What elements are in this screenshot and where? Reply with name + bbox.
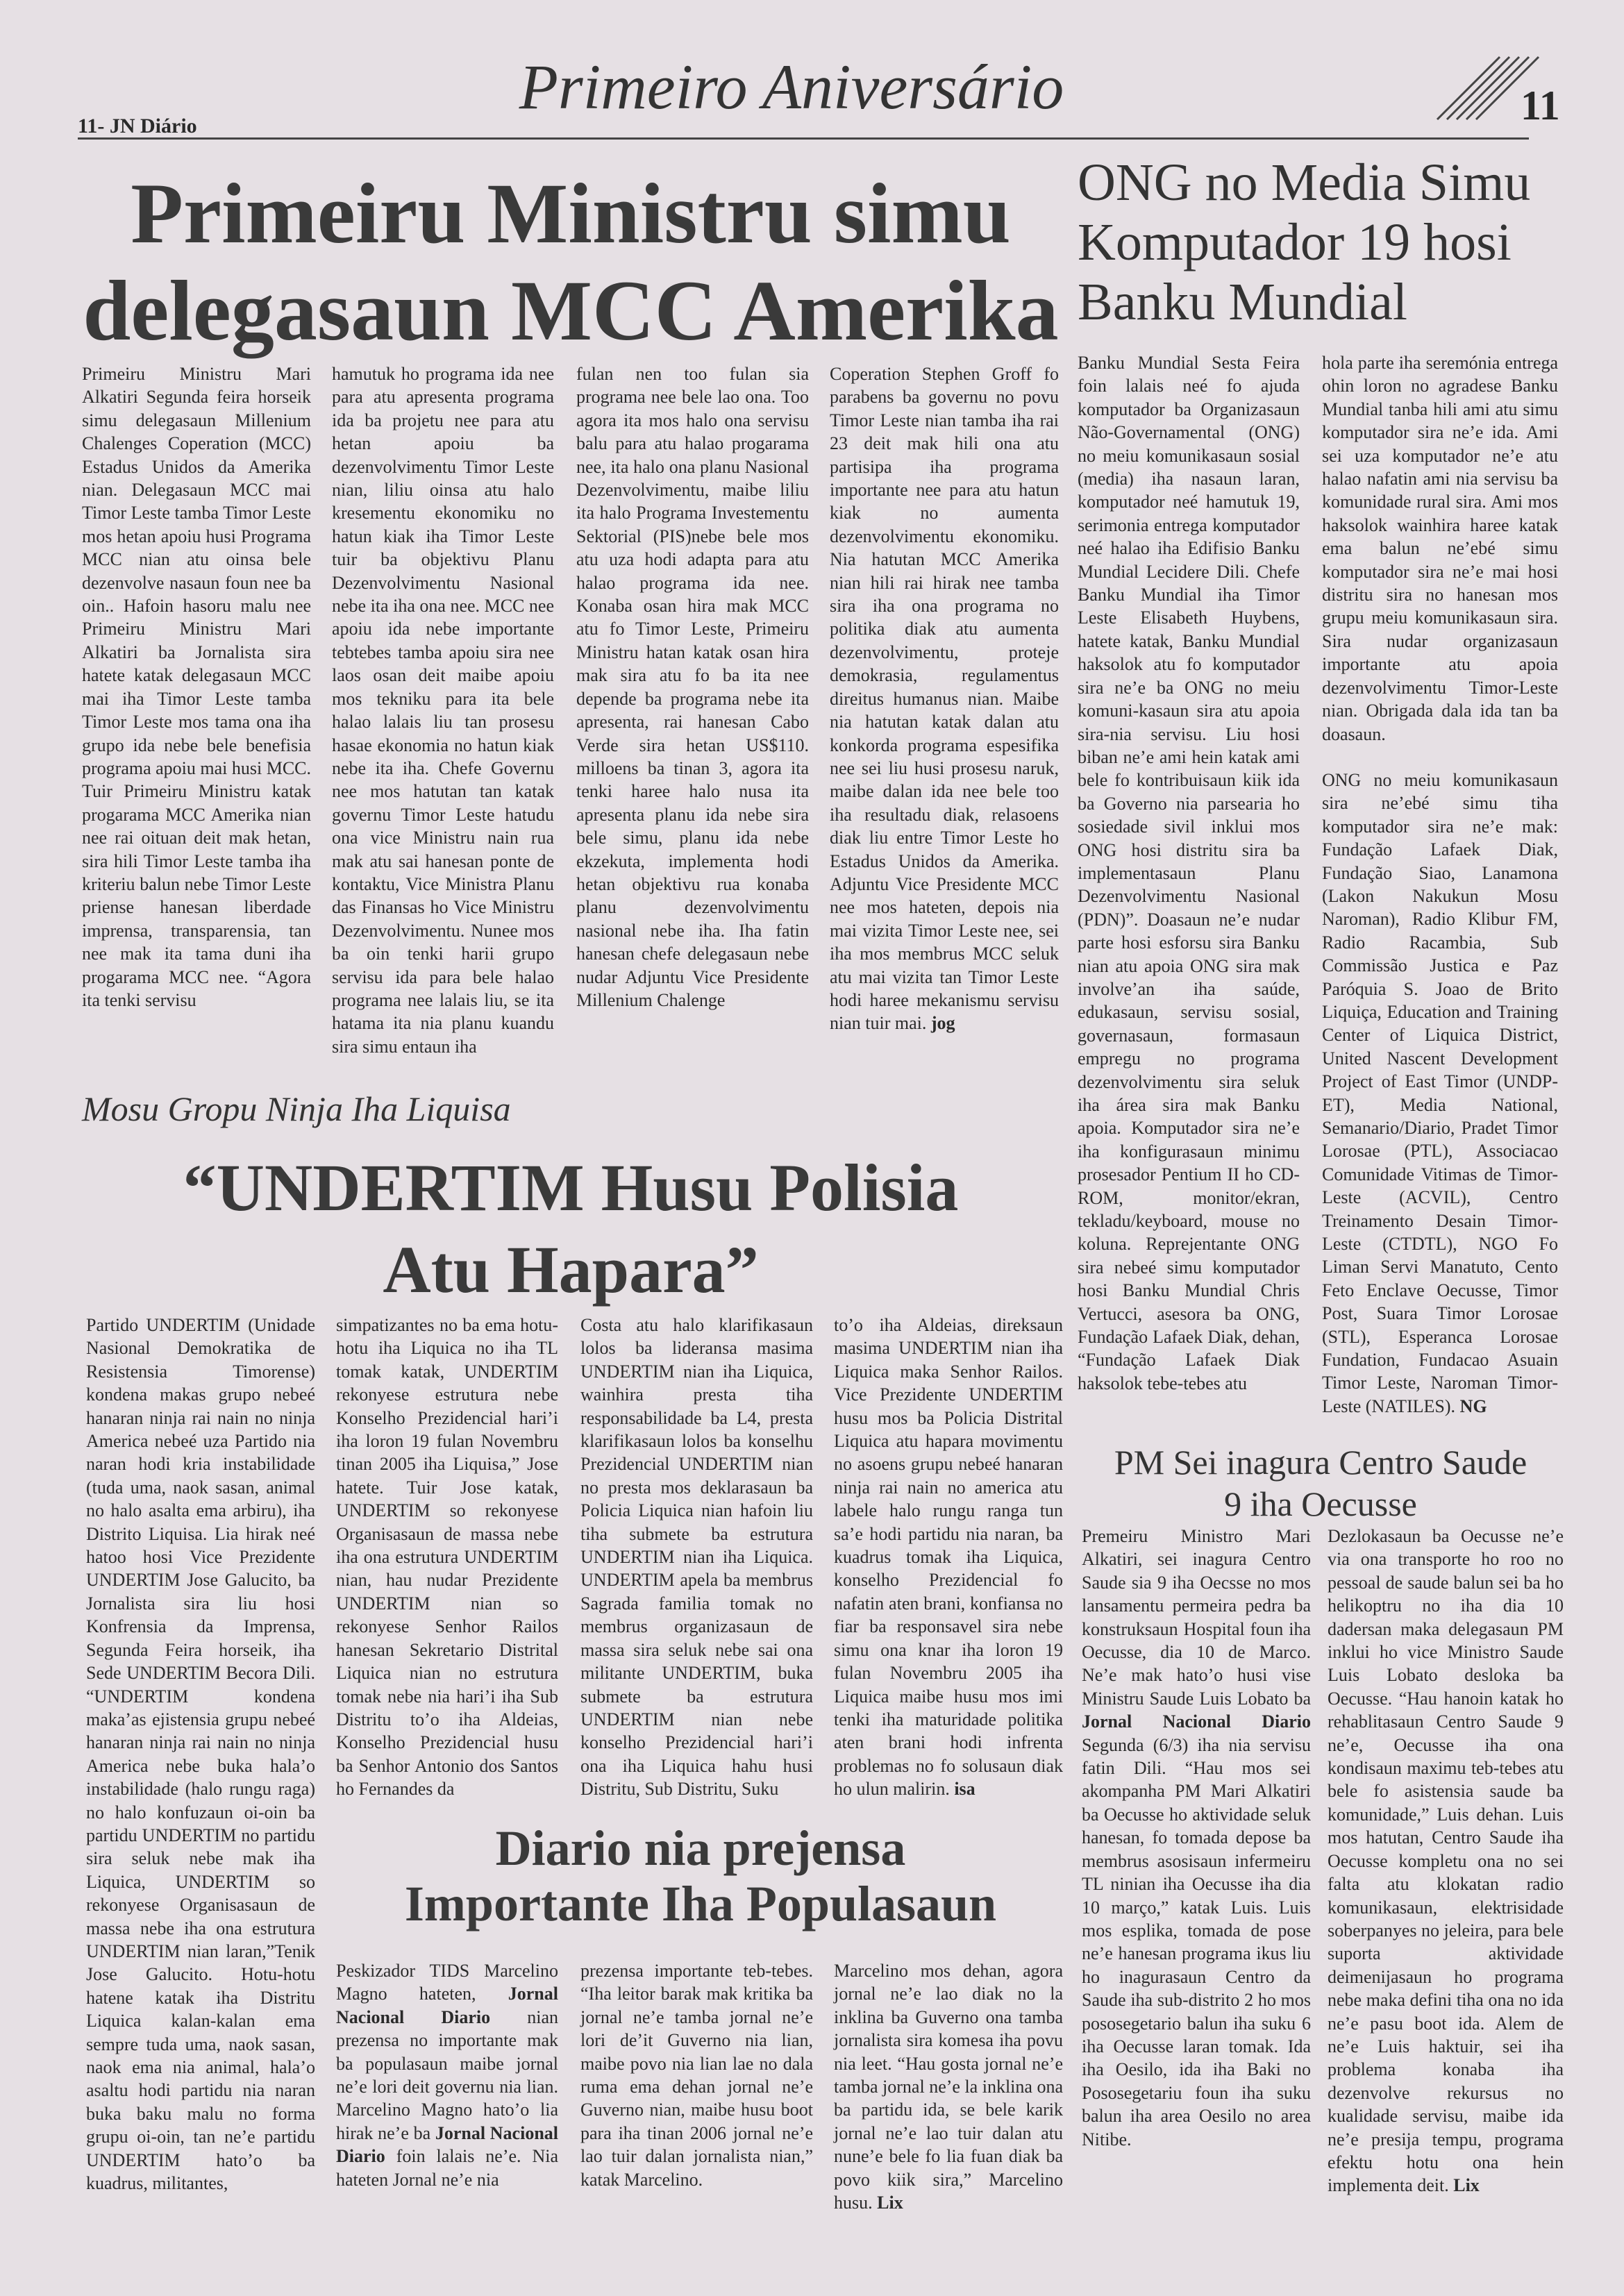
article2-column-1-text: Partido UNDERTIM (Unidade Nasional Demokratika de Resistensia Timorense) kondena makas grupo nebeé hanaran ninja rai nain no ninja America nebeé uza Partido nia naran hodi kria instabilidade (tuda uma, naok sasan, animal no halo asalta ema arbiru), iha Distrito Liquisa. Lia hirak neé hatoo hosi Vice Prezidente UNDERTIM Jose Galucito, ba Jornalista sira liu hosi Konfrensia da Imprensa, Segunda Feira horseik, iha Sede UNDERTIM Becora Dili. “UNDERTIM kondena maka’as ejistensia grupu nebeé hanaran ninja rai nain no ninja America nebe buka hala’o instabilidade (halo rungu raga) no halo konfuzaun oi-oin ba partidu UNDERTIM no partidu sira seluk nebe mak iha Liquica, UNDERTIM so rekonyese Organisasaun de massa nebe iha ona estrutura UNDERTIM nian laran,”Tenik Jose Galucito. Hotu-hotu hatene katak iha Distritu Liquica kalan-kalan ema sempre tuda uma, naok sasan, naok ema nia animal, hala’o asaltu hodi partidu nia naran buka baku malu no forma grupu oi-oin, tan ne’e partidu UNDERTIM hato’o ba kuadrus, militantes, xyxy=(86,1315,315,2194)
article5-signature: Lix xyxy=(1453,2175,1480,2196)
article4-column-1-text: Banku Mundial Sesta Feira foin lalais neé fo ajuda komputador ba Organizasaun Não-Governamental (ONG) no meiu komunikasaun sosial (media) iha nasaun laran, komputador neé hamutuk 19, serimonia entrega komputador neé halao iha Edifisio Banku Mundial Lecidere Dili. Chefe Banku Mundial iha Timor Leste Elisabeth Huybens, hatete katak, Banku Mundial haksolok atu fo komputador sira ne’e ba ONG no meiu komuni-kasaun sira atu apoia sira-nia servisu. Liu hosi biban ne’e ami hein katak ami bele fo kontribuisaun kiik ida ba Governo nia parsearia ho sosiedade sivil inklui mos ONG hosi distritu sira ba implementasaun Planu Dezenvolvimentu Nasional (PDN)”. Doasaun ne’e nudar parte hosi esforsu sira Banku nian atu apoia ONG sira mak involve’an iha saúde, edukasaun, servisu sosial, governasaun, formasaun empregu no programa dezenvolvimentu sira seluk iha área sira mak Banku apoia. Komputador sira ne’e iha konfigurasaun minimu prosesador Pentium II ho CD-ROM, monitor/ekran, tekladu/keyboard, mouse no koluna. Reprejentante ONG sira nebeé simu komputador hosi Banku Mundial Chris Vertucci, asesora ba ONG, Fundação Lafaek Diak, dehan, “Fundação Lafaek Diak haksolok tebe-tebes atu xyxy=(1078,353,1300,1393)
article4-headline-line2: Komputador 19 hosi xyxy=(1078,213,1512,271)
article1-column-1-text: Primeiru Ministru Mari Alkatiri Segunda feira horseik simu delegasaun Millenium Chalenges Coperation (MCC) Estadus Unidos da Amerika nian. Delegasaun MCC mai Timor Leste tamba Timor Leste mos hetan apoiu husi Programa MCC nian atu oinsa bele dezenvolve nasaun foun nee ba oin.. Hafoin hasoru malu nee Primeiru Ministru Mari Alkatiri ba Jornalista sira hatete katak delegasaun MCC mai iha Timor Leste tamba Timor Leste mos tama ona iha grupo ida nebe bele benefisia programa apoiu mai husi MCC. Tuir Primeiru Ministru katak progarama MCC Amerika nian nee rai oituan deit mak hetan, sira hili Timor Leste tamba iha kriteriu balun nebe Timor Leste priense hanesan liberdade imprensa, transparensia, tan nee mak ita tama duni iha progarama MCC nee. “Agora ita tenki servisu xyxy=(82,364,312,1010)
article4-column-2 xyxy=(1322,351,1558,1418)
article3-col1-paper-name: Jornal Nacional Diario xyxy=(336,1984,558,2027)
article5-headline-line1: PM Sei inagura Centro Saude xyxy=(1114,1443,1527,1482)
article1-headline-line1: Primeiru Ministru simu xyxy=(131,166,1011,261)
page-number: 11 xyxy=(1521,83,1560,128)
article3-column-2 xyxy=(580,1959,813,2191)
article2-column-1 xyxy=(86,1314,315,2195)
article2-column-3 xyxy=(580,1314,813,1801)
article4-column-2-para1: hola parte iha seremónia entrega ohin loron no agradese Banku Mundial tanba hili ami atu simu komputador sira ne’e ida. Ami sei uza komputador ne’e atu halao nafatin ami nia servisu ba komunidade rural sira. Ami mos haksolok wainhira haree katak ema balun ne’ebé simu komputador sira ne’e mai hosi distritu sira no hanesan mos grupu meiu komunikasaun sira. Sira nudar organizasaun importante atu apoia dezenvolvimentu Timor-Leste nian. Obrigada dala ida tan ba doasaun. xyxy=(1322,353,1558,744)
article3-column-3-text: Marcelino mos dehan, agora jornal ne’e lao diak no la inklina ba Guverno ona tamba jornalista sira komesa iha povu nia leet. “Hau gosta jornal ne’e tamba jornal ne’e la inklina ona ba partidu ida, se bele karik jornal ne’e lao tuir dalan atu nune’e bele fo lia fuan diak ba povo kiik sira,” Marcelino husu. xyxy=(834,1961,1063,2213)
article1-column-4-text: Coperation Stephen Groff fo parabens ba governu no povu Timor Leste nian tamba iha rai 23 deit mak hili ona atu partisipa iha programa importante nee para atu hatun kiak no aumenta dezenvolvimentu ekonomiku. Nia hatutan MCC Amerika nian hili rai hirak nee tamba sira iha ona programa no politika diak atu aumenta dezenvolvimentu, proteje demokrasia, regulamentus direitus humanus nian. Maibe nia hatutan katak dalan atu konkorda programa espesifika nee sei liu husi prosesu naruk, maibe dalan ida nee bele too iha resultadu diak, relasoens diak liu entre Timor Leste ho Estadus Unidos da Amerika. Adjuntu Vice Presidente MCC nee mos hateten, depois nia mai vizita Timor Leste nee, sei iha mos membrus MCC seluk atu mai vizita tan Timor Leste hodi haree mekanismu servisu nian tuir mai. xyxy=(830,364,1059,1034)
article2-column-4 xyxy=(834,1314,1063,1801)
article2-column-2-text: simpatizantes no ba ema hotu-hotu iha Liquica no iha TL tomak katak, UNDERTIM rekonyese estrutura nebe Konselho Prezidencial hari’i iha loron 19 fulan Novembru tinan 2005 iha Liquisa,” Jose hatete. Tuir Jose katak, UNDERTIM so rekonyese Organisasaun de massa nebe iha ona estrutura UNDERTIM nian, hau nudar Prezidente UNDERTIM nian so rekonyese Senhor Railos hanesan Sekretario Distrital Liquica nian no estrutura tomak nebe nia hari’i iha Sub Distritu to’o iha Aldeias, Konselho Prezidencial husu ba Senhor Antonio dos Santos ho Fernandes da xyxy=(336,1315,558,1800)
article2-column-2 xyxy=(336,1314,558,1801)
article4-column-1 xyxy=(1078,351,1300,1395)
article1-headline xyxy=(78,165,1064,360)
article1-signature: jog xyxy=(930,1013,955,1034)
section-title: Primeiro Aniversário xyxy=(519,51,1064,122)
article1-column-2 xyxy=(332,362,554,1058)
article2-column-4-text: to’o iha Aldeias, direksaun masima UNDERTIM nian iha Liquica maka Senhor Railos. Vice Prezidente UNDERTIM husu mos ba Policia Distrital Liquica atu hapara movimentu no asoens grupu nebeé hanaran ninja rai nain no america atu labele halo rungu ranga tun sa’e hodi partidu nia naran, ba kuadrus tomak iha Liquica, konselho Prezidencial fo nafatin aten brani, konfiansa no fiar ba responsavel sira nebe simu ona knar iha loron 19 fulan Novembru 2005 iha Liquica maibe husu mos imi tenki iha maturidade politika aten brani hodi infrenta problemas no fo solusaun diak ho ulun malirin. xyxy=(834,1315,1063,1800)
article5-headline-line2: 9 iha Oecusse xyxy=(1224,1484,1417,1523)
article2-headline-line1: “UNDERTIM Husu Polisia xyxy=(183,1150,959,1225)
article4-headline-line3: Banku Mundial xyxy=(1078,273,1407,331)
article5-headline xyxy=(1078,1441,1564,1525)
article3-col1-b: nian prezensa no importante mak ba populasaun maibe jornal ne’e lori deit governu nia lian. Marcelino Magno hato’o lia hirak ne’e ba xyxy=(336,2006,558,2143)
article1-headline-line2: delegasaun MCC Amerika xyxy=(83,263,1059,358)
article1-column-4 xyxy=(830,362,1059,1035)
article4-column-2-para2: ONG no meiu komunikasaun sira ne’ebé simu tiha komputador sira ne’e mak: Fundação Lafaek Diak, Fundação Siao, Lanamona (Lakon Nakukun Mosu Naroman), Radio Klibur FM, Radio Racambia, Sub Commissão Justica e Paz Paróquia S. Joao de Brito Liquiça, Education and Training Center of Liquica District, United Nascent Development Project of East Timor (UNDP-ET), Media National, Semanario/Diario, Pradet Timor Lorosae (PTL), Associacao Comunidade Vitimas de Timor-Leste (ACVIL), Centro Treinamento Desain Timor-Leste (CTDTL), NGO Fo Liman Servi Manatuto, Cento Feto Enclave Oecusse, Timor Post, Suara Timor Lorosae (STL), Esperanca Lorosae Fundation, Fundacao Asuain Timor Leste, Naroman Timor-Leste (NATILES). xyxy=(1322,769,1558,1416)
article4-headline-line1: ONG no Media Simu xyxy=(1078,153,1531,212)
article4-signature: NG xyxy=(1459,1396,1487,1416)
masthead-rule xyxy=(78,137,1529,140)
article5-col1-b: Segunda (6/3) iha nia servisu fatin Dili. “Hau mos sei akompanha PM Mari Alkatiri ba Oecusse ho aktividade seluk hanesan, fo tomada depose ba membrus asosisaun infermeiru TL ninian iha Oecusse iha dia 10 março,” katak Luis. Luis mos esplika, tomada de pose ne’e hanesan programa ikus liu ho inagurasaun Centro da Saude iha sub-distrito 2 ho mos pososegetario balun iha suku 6 iha Oecusse laran tomak. Ida iha Oesilo, ida iha Baki no Pososegetariu foun iha suku balun iha area Oesilo no area Nitibe. xyxy=(1082,1734,1311,2150)
article3-headline-line2: Importante Iha Populasaun xyxy=(404,1876,997,1932)
article2-headline-line2: Atu Hapara” xyxy=(383,1232,759,1307)
article1-column-2-text: hamutuk ho programa ida nee para atu apresenta programa ida ba projetu nee para atu hetan apoiu ba dezenvolvimentu Timor Leste nian, liliu oinsa atu halo kresementu ekonomiku no hatun kiak iha Timor Leste tuir ba objektivu Planu Dezenvolvimentu Nasional nebe ita iha ona nee. MCC nee apoiu ida nebe importante tebtebes tamba apoiu sira nee laos osan deit maibe apoiu mos tekniku para ita bele halao lalais liu tan prosesu hasae ekonomia no hatun kiak nebe ita iha. Chefe Governu nee mos hatutan tan katak governu Timor Leste hatudu ona vice Ministru nain rua mak atu sai hanesan ponte de kontaktu, Vice Ministra Planu das Finansas ho Vice Ministru Dezenvolvimentu. Nunee mos ba oin tenki harii grupo servisu ida para bele halao programa nee lalais liu, se ita hatama ita nia planu kuandu sira simu entaun iha xyxy=(332,364,554,1057)
article5-col1-paper-name: Jornal Nacional Diario xyxy=(1082,1711,1311,1732)
article1-column-1 xyxy=(82,362,311,1012)
article1-column-3-text: fulan nen too fulan sia programa nee bele lao ona. Too agora ita mos halo ona servisu balu para atu halao progarama nee, ita halo ona planu Nasional Dezenvolvimentu, maibe liliu ita halo Programa Investementu Sektorial (PIS)nebe bele mos atu uza hodi adapta para atu halao programa ida nee. Konaba osan hira mak MCC atu fo Timor Leste, Primeiru Ministru hatan katak osan hira mak sira atu fo ba ita nee depende ba programa nebe ita apresenta, rai hanesan Cabo Verde sira hetan US$110. milloens ba tinan 3, agora ita tenki haree halo nusa ita apresenta planu ida nebe sira bele simu, planu ida nebe ekzekuta, implementa hodi hetan objektivu rua konaba planu dezenvolvimentu nasional nebe iha. Iha fatin hanesan chefe delegasaun nebe nudar Adjuntu Vice Presidente Millenium Chalenge xyxy=(576,364,809,1010)
article2-signature: isa xyxy=(954,1779,976,1800)
article5-column-2 xyxy=(1328,1525,1564,2197)
article3-col1-c: foin lalais ne’e. Nia hateten Jornal ne’e nia xyxy=(336,2146,559,2190)
article2-headline xyxy=(78,1147,1064,1311)
article1-column-3 xyxy=(576,362,809,1012)
article3-col1-a: Peskizador TIDS Marcelino Magno hateten, xyxy=(336,1961,558,2004)
article4-headline xyxy=(1078,153,1564,332)
article3-signature: Lix xyxy=(877,2193,903,2213)
article2-kicker: Mosu Gropu Ninja Iha Liquisa xyxy=(82,1089,511,1128)
article3-col1-paper-name-2: Jornal Nacional Diario xyxy=(336,2122,559,2167)
article2-column-3-text: Costa atu halo klarifikasaun lolos ba lideransa masima UNDERTIM nian iha Liquica, wainhira presta tiha responsabilidade ba L4, presta klarifikasaun lolos ba konselhu Prezidencial UNDERTIM nian no presta mos deklarasaun ba Policia Liquica nian hafoin liu tiha submete ba estrutura UNDERTIM nian iha Liquica. UNDERTIM apela ba membrus Sagrada familia tomak no membrus organizasaun de massa sira seluk nebe sai ona militante UNDERTIM, buka submete ba estrutura UNDERTIM nian nebe konselho Prezidencial hari’i ona iha Liquica hahu husi Distritu, Sub Distritu, Suku xyxy=(580,1315,813,1800)
article3-column-3 xyxy=(834,1959,1063,2214)
article5-column-1 xyxy=(1082,1525,1311,2151)
article5-column-2-text: Dezlokasaun ba Oecusse ne’e via ona transporte ho roo no pessoal de saude balun sei ba ho helikoptru no iha dia 10 dadersan maka delegasaun PM inklui ho vice Ministro Saude Luis Lobato desloka ba Oecusse. “Hau hanoin katak ho rehablitasaun Centro Saude 9 ne’e, Oecusse iha ona kondisaun maximu teb-tebes atu bele fo asistensia saude ba komunidade,” Luis dehan. Luis mos hatutan, Centro Saude iha Oecusse kompletu ona no sei falta atu klokatan radio komunikasaun, elektrisidade soberpanyes no jeleira, para bele suporta aktividade deimenijasaun ho programa nebe maka defini tiha ona no ida ne’e pasu boot ida. Alem de ne’e Luis haktuir, sei iha problema konaba iha dezenvolve rekursus no kualidade servisu, maibe ida ne’e presija tempu, programa efektu hotu ona hein implementa deit. xyxy=(1328,1526,1564,2196)
article3-headline xyxy=(336,1820,1065,1932)
article3-headline-line1: Diario nia prejensa xyxy=(495,1820,906,1876)
article5-col1-a: Premeiru Ministro Mari Alkatiri, sei inagura Centro Saude sia 9 iha Oecsse no mos lansamentu permeira pedra ba konstruksaun Hospital foun iha Oecusse, dia 10 de Marco. Ne’e mak hato’o husi vise Ministru Saude Luis Lobato ba xyxy=(1082,1526,1311,1709)
article3-column-1 xyxy=(336,1959,558,2191)
article3-column-2-text: prezensa importante teb-tebes. “Iha leitor barak mak kritika ba jornal ne’e tamba jornal ne’e lori de’it Guverno nia lian, maibe povo nia lian lae no dala ruma ema dehan jornal ne’e Guverno nian, maibe husu boot para iha tinan 2006 jornal ne’e lao tuir dalan jornalista nian,” katak Marcelino. xyxy=(580,1961,813,2190)
masthead-left: 11- JN Diário xyxy=(78,115,197,137)
